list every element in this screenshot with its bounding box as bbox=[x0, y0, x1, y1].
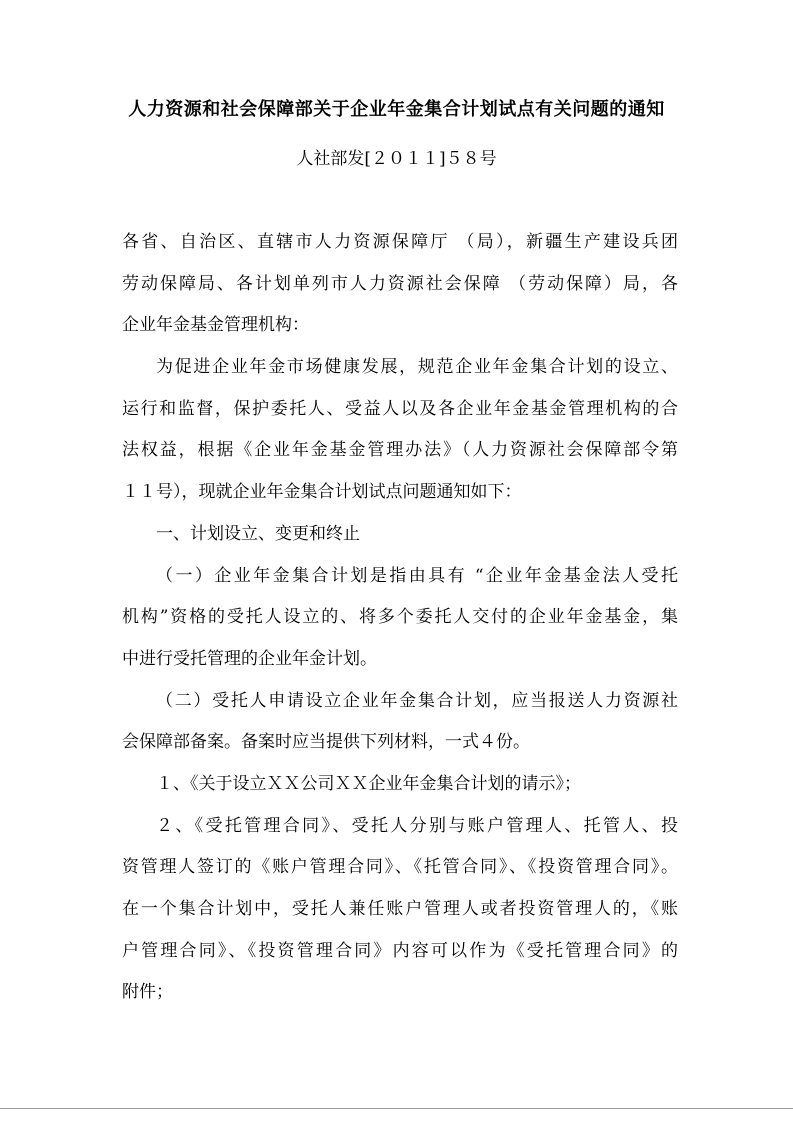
text-line: 为促进企业年金市场健康发展，规范企业年金集合计划的设立、 bbox=[156, 357, 678, 378]
text-line: 运行和监督，保护委托人、受益人以及各企业年金基金管理机构的合 bbox=[122, 398, 678, 419]
document-title: 人力资源和社会保障部关于企业年金集合计划试点有关问题的通知 bbox=[128, 99, 665, 120]
text-line: 机构”资格的受托人设立的、将多个委托人交付的企业年金基金，集 bbox=[122, 607, 678, 628]
text-line: （一）企业年金集合计划是指由具有 “企业年金基金法人受托 bbox=[156, 565, 678, 586]
text-line: 资管理人签订的《账户管理合同》、《托管合同》、《投资管理合同》。 bbox=[122, 857, 678, 878]
text-line: 附件； bbox=[122, 982, 173, 1003]
text-line: １、《关于设立ＸＸ公司ＸＸ企业年金集合计划的请示》； bbox=[156, 773, 581, 794]
text-line: 一、计划设立、变更和终止 bbox=[156, 523, 360, 544]
text-line: １１号），现就企业年金集合计划试点问题通知如下： bbox=[122, 482, 522, 503]
text-line: 各省、自治区、直辖市人力资源保障厅 （局），新疆生产建设兵团 bbox=[122, 232, 678, 252]
text-line: ２、《受托管理合同》、受托人分别与账户管理人、托管人、投 bbox=[156, 815, 678, 836]
text-line: 劳动保障局、各计划单列市人力资源社会保障 （劳动保障）局，各 bbox=[122, 273, 678, 294]
text-line: 企业年金基金管理机构： bbox=[122, 315, 309, 336]
text-line: 法权益，根据《企业年金基金管理办法》（人力资源社会保障部令第 bbox=[122, 440, 678, 461]
text-line: 中进行受托管理的企业年金计划。 bbox=[122, 648, 377, 669]
text-line: 户管理合同》、《投资管理合同》内容可以作为《受托管理合同》的 bbox=[122, 940, 678, 961]
document-number: 人社部发[２０１１]５８号 bbox=[296, 149, 497, 169]
document-body bbox=[122, 222, 678, 1014]
text-line: 会保障部备案。备案时应当提供下列材料，一式４份。 bbox=[122, 732, 530, 753]
page-bottom-divider bbox=[0, 1108, 793, 1109]
text-line: （二）受托人申请设立企业年金集合计划，应当报送人力资源社 bbox=[156, 690, 678, 711]
text-line: 在一个集合计划中，受托人兼任账户管理人或者投资管理人的，《账 bbox=[122, 899, 678, 919]
